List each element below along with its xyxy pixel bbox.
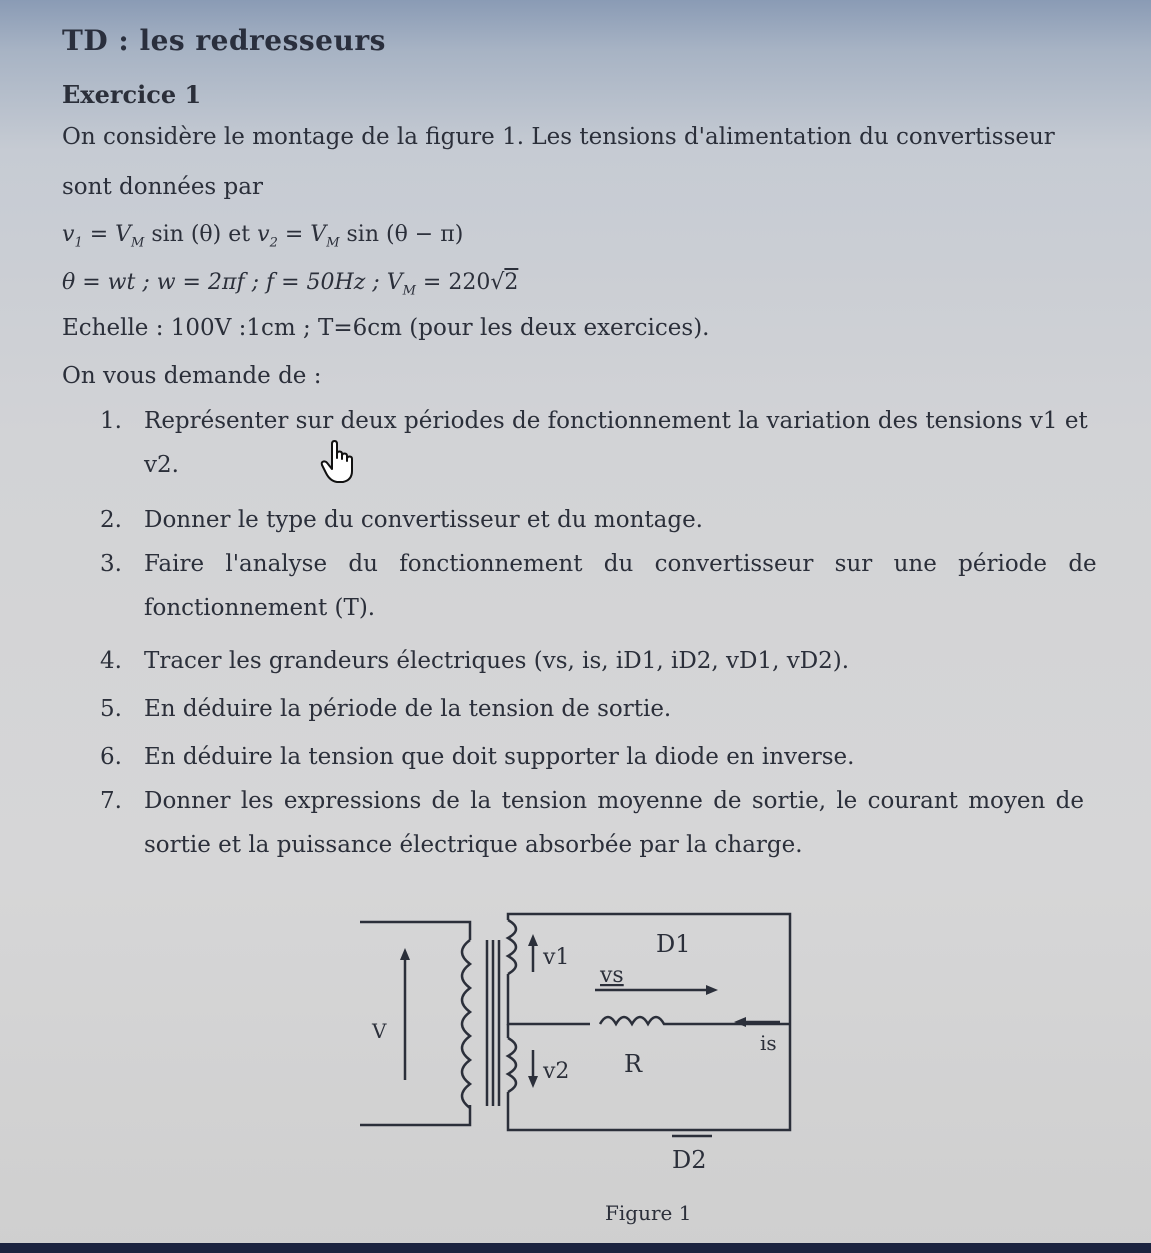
equation-parameters: θ = wt ; w = 2πf ; f = 50Hz ; $V_M = 220√2$ (62, 270, 519, 299)
bottom-edge (0, 1243, 1151, 1253)
label-d1: D1 (656, 930, 691, 958)
request-line: On vous demande de : (62, 363, 322, 389)
question-item: 4. Tracer les grandeurs électriques (vs, is, iD1, iD2, vD1, vD2). (100, 648, 850, 674)
label-vs: vs (600, 963, 624, 988)
figure-caption: Figure 1 (605, 1201, 692, 1225)
label-d2: D2 (672, 1146, 707, 1174)
equation-voltages: $v_1 = V_M$ sin (θ) et $v_2 = V_M$ sin (θ − π) (62, 222, 464, 251)
question-item: 6. En déduire la tension que doit supporter la diode en inverse. (100, 744, 855, 770)
label-r: R (624, 1050, 643, 1078)
label-v: V (372, 1019, 387, 1043)
rectifier-circuit-diagram (350, 900, 830, 1240)
page-title: TD : les redresseurs (62, 24, 386, 57)
label-v2: v2 (543, 1059, 570, 1084)
question-item: 2. Donner le type du convertisseur et du montage. (100, 507, 703, 533)
intro-line-2: sont données par (62, 174, 263, 200)
intro-line-1: On considère le montage de la figure 1. Les tensions d'alimentation du convertisseur (62, 124, 1055, 150)
label-v1: v1 (543, 945, 570, 970)
hand-pointer-icon (318, 440, 358, 484)
question-item: 7. Donner les expressions de la tension moyenne de sortie, le courant moyen de sortie et la puissance électrique absorbée par la charge. (100, 788, 1084, 858)
exercise-heading: Exercice 1 (62, 80, 202, 109)
question-item: 3. Faire l'analyse du fonctionnement du convertisseur sur une période de fonctionnement (T). (100, 551, 1097, 621)
question-item: 1. Représenter sur deux périodes de fonctionnement la variation des tensions v1 et v2. (100, 408, 1088, 478)
question-item: 5. En déduire la période de la tension de sortie. (100, 696, 672, 722)
scale-line: Echelle : 100V :1cm ; T=6cm (pour les deux exercices). (62, 315, 710, 341)
label-is: is (760, 1031, 777, 1055)
circuit-figure (350, 900, 830, 1240)
